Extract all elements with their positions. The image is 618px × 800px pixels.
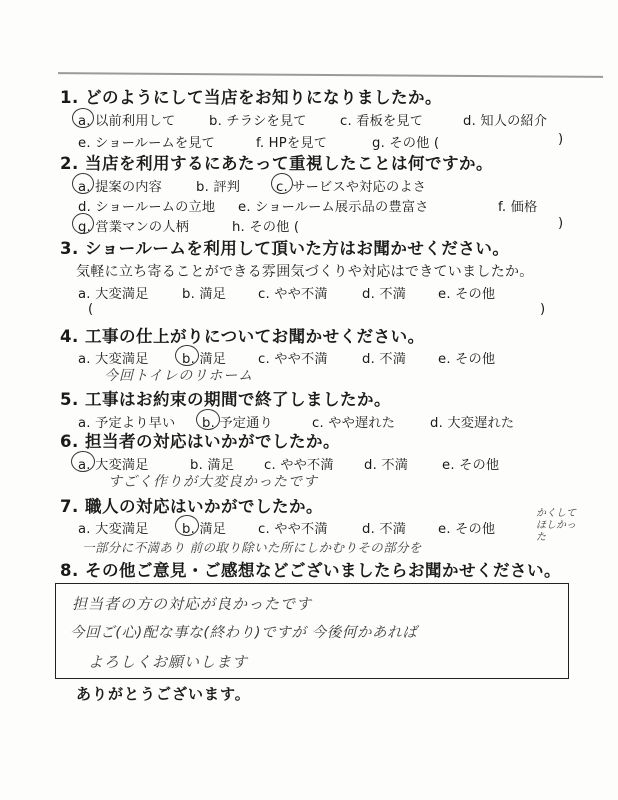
q4-option-e: e. その他 <box>438 352 496 367</box>
q1-option-b: b. チラシを見て <box>209 114 307 129</box>
q5-option-c: c. やや遅れた <box>312 416 396 431</box>
q6-handwritten-note: すごく作りが大変良かったです <box>108 474 318 490</box>
selection-circle <box>72 213 94 234</box>
q1-option-a: a. 以前利用して <box>78 114 176 129</box>
question-3-title: 3. ショールームを利用して頂いた方はお聞かせください。 <box>60 239 510 258</box>
q3-option-c: c. やや不満 <box>258 287 328 302</box>
q5-option-a: a. 予定より早い <box>78 416 176 431</box>
question-1-title: 1. どのようにして当店をお知りになりましたか。 <box>60 88 442 107</box>
q2-option-g: g. 営業マンの人柄 <box>78 220 190 235</box>
q7-handwritten-side-note: かくして ほしかった <box>536 508 576 543</box>
q3-option-e: e. その他 <box>438 287 496 302</box>
question-3-subtitle: 気軽に立ち寄ることができる雰囲気づくりや対応はできていましたか。 <box>76 264 534 280</box>
q6-option-e: e. その他 <box>442 458 500 473</box>
q4-option-a: a. 大変満足 <box>78 352 149 367</box>
question-6-title: 6. 担当者の対応はいかがでしたか。 <box>60 432 340 451</box>
q5-option-d: d. 大変遅れた <box>430 416 515 431</box>
q3-option-d: d. 不満 <box>362 287 407 302</box>
q1-option-d: d. 知人の紹介 <box>463 114 548 129</box>
selection-circle <box>271 173 293 194</box>
selection-circle <box>175 515 199 536</box>
q3-option-a: a. 大変満足 <box>78 287 149 302</box>
q4-handwritten-note: 今回トイレのリホーム <box>104 368 254 384</box>
q2-option-e: e. ショールーム展示品の豊富さ <box>238 200 429 215</box>
q2-option-c: c. サービスや対応のよさ <box>276 180 427 195</box>
selection-circle <box>72 108 94 128</box>
q4-option-c: c. やや不満 <box>258 352 328 367</box>
q3-paren-close: ) <box>540 302 546 317</box>
q2-option-h: h. その他 ( <box>232 220 300 235</box>
q2-option-d: d. ショールームの立地 <box>78 200 216 215</box>
q5-option-b: b. 予定通り <box>202 416 273 431</box>
q8-handwritten-line-3: よろしくお願いします <box>88 653 249 671</box>
q4-option-b: b. 満足 <box>182 352 227 367</box>
question-7-title: 7. 職人の対応はいかがでしたか。 <box>60 497 323 516</box>
selection-circle <box>72 173 94 194</box>
question-4-title: 4. 工事の仕上がりについてお聞かせください。 <box>60 327 425 346</box>
question-8-title: 8. その他ご意見・ご感想などございましたらお聞かせください。 <box>60 561 561 580</box>
selection-circle <box>196 409 220 430</box>
question-5-title: 5. 工事はお約束の期間で終了しましたか。 <box>60 390 391 409</box>
q8-handwritten-line-2: 今回ご(心)配な事な(終わり)ですが 今後何かあれば <box>70 625 418 641</box>
q7-handwritten-note: 一部分に不満あり 前の取り除いた所にしかむりその部分を <box>82 540 422 555</box>
q1-option-f: f. HPを見て <box>256 136 328 151</box>
q3-paren-open: ( <box>88 302 94 317</box>
q4-option-d: d. 不満 <box>362 352 407 367</box>
selection-circle <box>175 345 199 366</box>
q1-option-g-close: ) <box>558 132 564 147</box>
question-2-title: 2. 当店を利用するにあたって重視したことは何ですか。 <box>60 154 493 173</box>
top-divider <box>58 72 603 78</box>
q1-option-e: e. ショールームを見て <box>78 136 216 151</box>
selection-circle <box>71 451 95 472</box>
q6-option-c: c. やや不満 <box>264 458 334 473</box>
q6-option-d: d. 不満 <box>364 458 409 473</box>
q7-option-a: a. 大変満足 <box>78 522 149 537</box>
q1-option-g: g. その他 ( <box>372 136 440 151</box>
q7-option-d: d. 不満 <box>362 522 407 537</box>
q6-option-a: a. 大変満足 <box>78 458 149 473</box>
q2-option-f: f. 価格 <box>498 200 538 215</box>
closing-message: ありがとうございます。 <box>76 685 251 703</box>
q6-option-b: b. 満足 <box>190 458 235 473</box>
q7-option-b: b. 満足 <box>182 522 227 537</box>
q7-option-c: c. やや不満 <box>258 522 328 537</box>
q3-option-b: b. 満足 <box>182 287 227 302</box>
q2-option-b: b. 評判 <box>196 180 241 195</box>
q1-option-c: c. 看板を見て <box>340 114 424 129</box>
q7-option-e: e. その他 <box>438 522 496 537</box>
q2-option-h-close: ) <box>558 216 564 231</box>
q8-handwritten-line-1: 担当者の方の対応が良かったです <box>72 595 313 613</box>
q2-option-a: a. 提案の内容 <box>78 180 163 195</box>
